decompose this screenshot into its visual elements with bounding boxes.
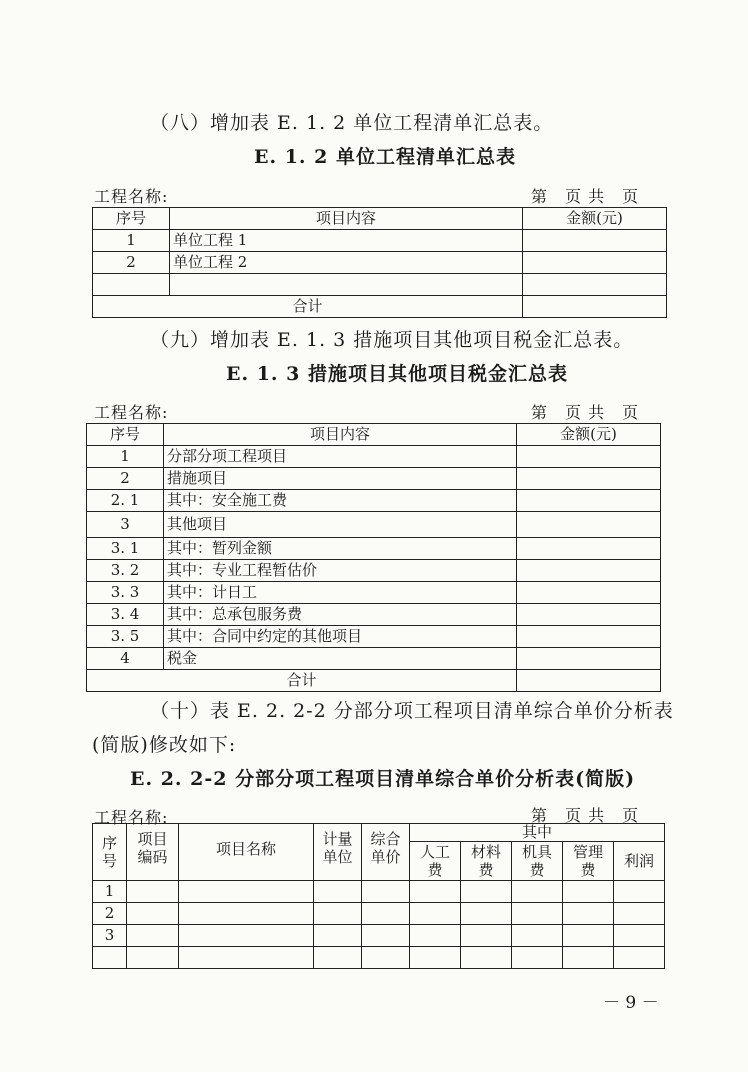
row-amount: [517, 604, 661, 626]
row-number: 3: [93, 925, 127, 947]
table-title: E. 1. 2 单位工程清单汇总表: [254, 146, 516, 168]
row-number: 1: [93, 230, 170, 252]
table-row: [87, 626, 661, 648]
table-row: [87, 582, 661, 604]
row-number: 2: [87, 468, 164, 490]
row-amount: [517, 446, 661, 468]
row-number: 2: [93, 903, 127, 925]
column-group-header: 其中: [410, 824, 665, 842]
table-row: [93, 230, 667, 252]
table-row: [87, 446, 661, 468]
row-content: 其他项目: [164, 512, 517, 538]
row-number: 3. 1: [87, 538, 164, 560]
table-row: [93, 252, 667, 274]
column-header: 利润: [614, 841, 665, 880]
table-row: [93, 947, 665, 969]
row-amount: [517, 512, 661, 538]
table-title: E. 2. 2-2 分部分项工程项目清单综合单价分析表(简版): [130, 768, 636, 790]
column-header: 金额(元): [523, 208, 667, 230]
section-heading: （十）表 E. 2. 2-2 分部分项工程项目清单综合单价分析表: [150, 700, 674, 722]
row-content: 单位工程 1: [170, 230, 523, 252]
row-amount: [517, 560, 661, 582]
row-content: 其中：计日工: [164, 582, 517, 604]
column-header: 人工 费: [410, 841, 461, 880]
row-number: 2: [93, 252, 170, 274]
page-count-label: 第 页 共 页: [531, 187, 640, 206]
section-heading: （八）增加表 E. 1. 2 单位工程清单汇总表。: [150, 112, 554, 134]
column-header: 计量 单位: [314, 824, 362, 881]
row-amount: [523, 230, 667, 252]
row-amount: [523, 252, 667, 274]
row-number: 1: [87, 446, 164, 468]
total-label: 合计: [93, 296, 523, 318]
row-content: 税金: [164, 648, 517, 670]
row-amount: [517, 648, 661, 670]
column-header: 项目内容: [170, 208, 523, 230]
column-header: 机具 费: [512, 841, 563, 880]
row-number: 3. 5: [87, 626, 164, 648]
total-amount: [523, 296, 667, 318]
section-heading: （九）增加表 E. 1. 3 措施项目其他项目税金汇总表。: [150, 329, 634, 351]
table-header-row: [93, 208, 667, 230]
row-content: 分部分项工程项目: [164, 446, 517, 468]
unit-price-analysis-table: [92, 823, 665, 969]
row-amount: [517, 490, 661, 512]
row-amount: [523, 274, 667, 296]
project-name-label: 工程名称:: [94, 808, 169, 827]
total-row: [87, 670, 661, 692]
table-row: [87, 512, 661, 538]
row-amount: [517, 582, 661, 604]
table-row: [93, 925, 665, 947]
table-title: E. 1. 3 措施项目其他项目税金汇总表: [226, 363, 568, 385]
row-content: 其中：合同中约定的其他项目: [164, 626, 517, 648]
measures-other-tax-summary-table: [86, 423, 661, 692]
table-row: [93, 903, 665, 925]
table-row: [93, 274, 667, 296]
row-content: 其中：专业工程暂估价: [164, 560, 517, 582]
table-row: [87, 560, 661, 582]
row-number: [93, 947, 127, 969]
row-content: 其中：暂列金额: [164, 538, 517, 560]
row-number: [93, 274, 170, 296]
row-content: 措施项目: [164, 468, 517, 490]
row-number: 1: [93, 881, 127, 903]
row-number: 3: [87, 512, 164, 538]
row-content: 单位工程 2: [170, 252, 523, 274]
total-row: [93, 296, 667, 318]
row-content: [170, 274, 523, 296]
column-header: 材料 费: [461, 841, 512, 880]
row-content: 其中：总承包服务费: [164, 604, 517, 626]
column-header: 项目名称: [179, 824, 314, 881]
table-row: [87, 648, 661, 670]
table-row: [87, 604, 661, 626]
row-content: 其中：安全施工费: [164, 490, 517, 512]
row-amount: [517, 626, 661, 648]
column-header: 综合 单价: [362, 824, 410, 881]
section-heading-continued: (简版)修改如下:: [92, 734, 237, 756]
row-number: 3. 3: [87, 582, 164, 604]
table-row: [87, 538, 661, 560]
total-amount: [517, 670, 661, 692]
row-number: 2. 1: [87, 490, 164, 512]
unit-project-summary-table: [92, 207, 667, 318]
column-header: 序 号: [93, 824, 127, 881]
row-number: 3. 2: [87, 560, 164, 582]
table-row: [87, 490, 661, 512]
column-header: 项目内容: [164, 424, 517, 446]
row-amount: [517, 468, 661, 490]
row-amount: [517, 538, 661, 560]
column-header: 序号: [93, 208, 170, 230]
page-count-label: 第 页 共 页: [531, 806, 640, 825]
row-number: 3. 4: [87, 604, 164, 626]
table-header-row: [87, 424, 661, 446]
row-number: 4: [87, 648, 164, 670]
project-name-label: 工程名称:: [94, 187, 169, 206]
column-header: 管理 费: [563, 841, 614, 880]
column-header: 序号: [87, 424, 164, 446]
table-row: [87, 468, 661, 490]
table-header-row: [93, 824, 665, 842]
page-number: － 9 －: [603, 993, 659, 1013]
page-count-label: 第 页 共 页: [531, 403, 640, 422]
column-header: 金额(元): [517, 424, 661, 446]
column-header: 项目 编码: [127, 824, 179, 881]
table-row: [93, 881, 665, 903]
project-name-label: 工程名称:: [94, 403, 169, 422]
total-label: 合计: [87, 670, 517, 692]
